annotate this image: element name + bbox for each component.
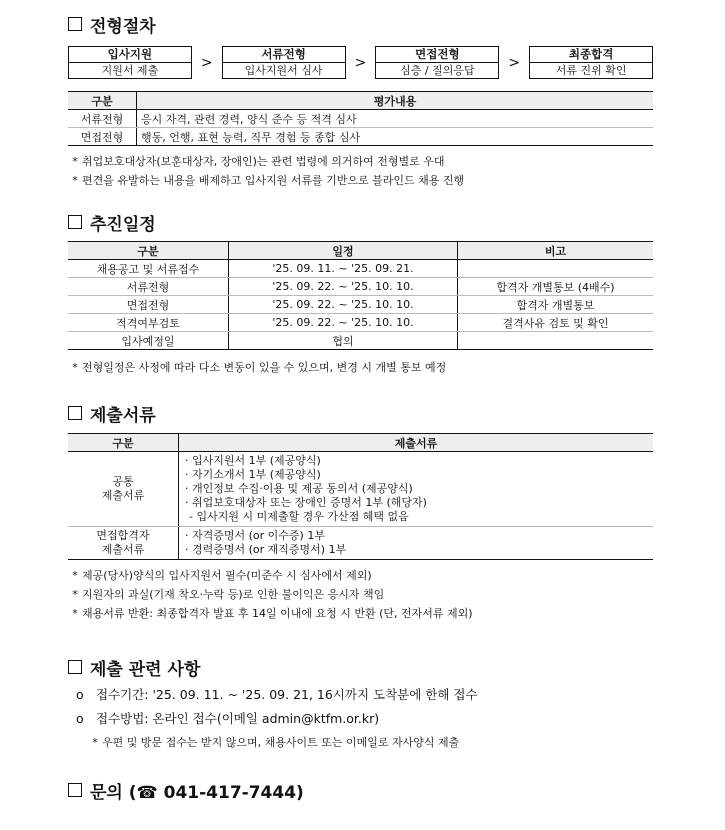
note-line: * 지원자의 과실(기재 착오·누락 등)로 인한 불이익은 응시자 책임 [68,585,653,604]
submission-lines [68,683,653,752]
submission-line: o 접수방법: 온라인 접수(이메일 admin@ktfm.or.kr) [76,707,653,731]
square-icon [68,215,82,229]
contact-title: 문의 (☎ 041-417-7444) [90,782,304,803]
submission-line: o 접수기간: '25. 09. 11. ~ '25. 09. 21, 16시까지 도착분에 한해 접수 [76,683,653,707]
table-row [68,452,653,527]
note-line: * 제공(당사)양식의 입사지원서 필수(미준수 시 심사에서 제외) [68,566,653,585]
submission-title: 제출 관련 사항 [90,659,201,680]
submission-section [68,655,653,752]
table-cell: '25. 09. 22. ~ '25. 10. 10. [229,278,458,296]
table-header: 제출서류 [179,434,654,452]
table-cell: 서류전형 [68,278,229,296]
table-cell: '25. 09. 11. ~ '25. 09. 21. [229,260,458,278]
schedule-title-row [68,210,653,234]
table-header: 평가내용 [137,92,654,110]
table-row [68,278,653,296]
table-cell: 합격자 개별통보 [458,296,654,314]
list-item: - 입사지원 시 미제출할 경우 가산점 혜택 없음 [189,510,409,523]
process-notes [68,152,653,190]
asterisk-icon: * [72,174,78,187]
square-icon [68,17,82,31]
process-flow [68,46,653,79]
documents-table [68,433,653,560]
schedule-title: 추진일정 [90,214,156,235]
step-head: 최종합격 [530,47,652,63]
evaluation-table [68,91,653,146]
asterisk-icon: * [72,155,78,168]
list-item: · 자기소개서 1부 (제공양식) [185,468,321,481]
note-line: * 전형일정은 사정에 따라 다소 변동이 있을 수 있으며, 변경 시 개별 통보 예정 [68,358,653,377]
schedule-section [68,210,653,377]
table-header: 일정 [229,242,458,260]
table-header: 구분 [68,242,229,260]
step-head: 입사지원 [69,47,191,63]
table-cell: 서류전형 [68,110,137,128]
table-row [68,332,653,350]
process-title: 전형절차 [90,16,156,37]
table-row [68,314,653,332]
table-cell: 입사예정일 [68,332,229,350]
documents-section [68,401,653,623]
documents-title: 제출서류 [90,405,156,426]
table-row [68,260,653,278]
table-cell: 공통 제출서류 [68,452,179,527]
table-row [68,110,653,128]
process-step [68,46,192,79]
list-item: · 개인정보 수집·이용 및 제공 동의서 (제공양식) [185,482,413,495]
schedule-table [68,241,653,350]
step-body: 심층 / 질의응답 [400,64,475,77]
asterisk-icon: * [72,607,78,620]
list-item: · 경력증명서 (or 재직증명서) 1부 [185,543,347,556]
note-line: * 편견을 유발하는 내용을 배제하고 입사지원 서류를 기반으로 블라인드 채용 진행 [68,171,653,190]
documents-title-row [68,401,653,425]
step-head: 면접전형 [376,47,498,63]
table-cell: 면접합격자 제출서류 [68,527,179,560]
table-row [68,527,653,560]
table-cell: 채용공고 및 서류접수 [68,260,229,278]
table-header: 비고 [458,242,654,260]
contact-section [68,778,653,802]
process-step [222,46,346,79]
documents-notes [68,566,653,623]
table-cell [458,332,654,350]
step-body: 입사지원서 심사 [244,64,323,77]
table-cell [179,527,654,560]
step-body: 서류 진위 확인 [555,64,627,77]
table-cell: 면접전형 [68,296,229,314]
note-line: * 취업보호대상자(보훈대상자, 장애인)는 관련 법령에 의거하여 전형별로 우대 [68,152,653,171]
process-step [529,46,653,79]
asterisk-icon: * [72,569,78,582]
note-line: * 채용서류 반환: 최종합격자 발표 후 14일 이내에 요청 시 반환 (단, 전자서류 제외) [68,604,653,623]
table-cell [179,452,654,527]
schedule-notes [68,358,653,377]
table-row [68,128,653,146]
table-cell: 합격자 개별통보 (4배수) [458,278,654,296]
asterisk-icon: * [72,361,78,374]
table-cell: 행동, 언행, 표현 능력, 직무 경험 등 종합 심사 [137,128,654,146]
list-item: · 입사지원서 1부 (제공양식) [185,454,321,467]
table-cell: 결격사유 검토 및 확인 [458,314,654,332]
chevron-right-icon: > [200,54,213,71]
process-section [68,12,653,190]
contact-title-row [68,778,653,802]
note-line: * 우편 및 방문 접수는 받지 않으며, 채용사이트 또는 이메일로 자사양식 제출 [76,733,653,752]
process-title-row [68,12,653,36]
chevron-right-icon: > [354,54,367,71]
square-icon [68,660,82,674]
table-cell: 적격여부검토 [68,314,229,332]
table-cell: 협의 [229,332,458,350]
table-header: 구분 [68,434,179,452]
step-head: 서류전형 [223,47,345,63]
square-icon [68,406,82,420]
table-cell [458,260,654,278]
submission-title-row [68,655,653,679]
table-row [68,296,653,314]
asterisk-icon: * [92,736,98,749]
circle-bullet-icon: o [76,711,84,726]
step-body: 지원서 제출 [101,64,159,77]
chevron-right-icon: > [508,54,521,71]
table-cell: '25. 09. 22. ~ '25. 10. 10. [229,314,458,332]
square-icon [68,783,82,797]
table-header: 구분 [68,92,137,110]
table-cell: 응시 자격, 관련 경력, 양식 준수 등 적격 심사 [137,110,654,128]
asterisk-icon: * [72,588,78,601]
list-item: · 자격증명서 (or 이수증) 1부 [185,529,325,542]
table-cell: 면접전형 [68,128,137,146]
list-item: · 취업보호대상자 또는 장애인 증명서 1부 (해당자) [185,496,427,509]
circle-bullet-icon: o [76,687,84,702]
process-step [375,46,499,79]
table-cell: '25. 09. 22. ~ '25. 10. 10. [229,296,458,314]
